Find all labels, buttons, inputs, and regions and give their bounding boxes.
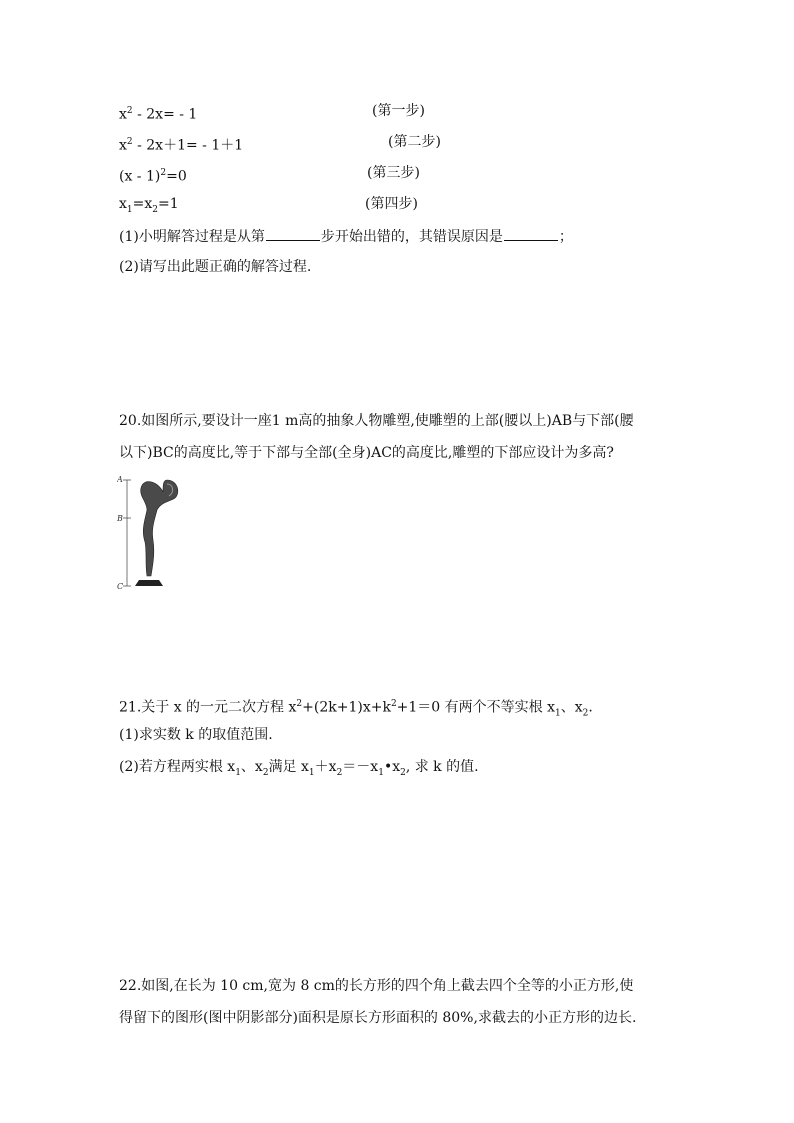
- step-3-label: (第三步): [367, 165, 420, 181]
- q21-line2: (1)求实数 k 的取值范围.: [119, 727, 273, 743]
- q22-line2: 得留下的图形(图中阴影部分)面积是原长方形面积的 80%,求截去的小正方形的边长.: [119, 1010, 637, 1026]
- step-2-label: (第二步): [388, 134, 441, 150]
- step-2-equation: $x^2 - 2x+1= - 1+1$: [119, 137, 244, 154]
- q21-line3: (2)若方程两实根 $x_1$、$x_2$满足 $x_1+x_2=-x_1•x_2$, 求 k 的值.: [119, 759, 479, 778]
- q20-line2: 以下)BC的高度比,等于下部与全部(全身)AC的高度比,雕塑的下部应设计为多高?: [119, 445, 614, 461]
- step-3-equation: (x - 1)$^2$=0: [119, 168, 187, 185]
- label-c: C: [117, 582, 124, 591]
- sculpture-figure: [117, 472, 189, 594]
- label-a: A: [117, 475, 123, 484]
- q19-part1: (1)小明解答过程是从第 步开始出错的，其错误原因是 ；: [119, 226, 573, 247]
- q19-part2: (2)请写出此题正确的解答过程.: [119, 259, 312, 275]
- answer-blank-step[interactable]: [266, 226, 320, 241]
- q22-line1: 22.如图,在长为 10 cm,宽为 8 cm的长方形的四个角上截去四个全等的小正方形,使: [119, 978, 634, 994]
- label-b: B: [117, 514, 123, 523]
- step-1-equation: $x^2 - 2x= - 1$: [119, 106, 198, 123]
- step-4-label: (第四步): [365, 196, 418, 212]
- q20-line1: 20.如图所示,要设计一座1 m高的抽象人物雕塑,使雕塑的上部(腰以上)AB与下部(腰: [119, 413, 634, 429]
- step-4-equation: $x_1=x_2=1$: [119, 196, 179, 215]
- q21-line1: 21.关于 x 的一元二次方程 $x^2+(2k+1)x+k^2+1=0$ 有两个不等实根 $x_1$、$x_2$.: [119, 699, 593, 719]
- answer-blank-reason[interactable]: [504, 226, 558, 241]
- step-1-label: (第一步): [372, 103, 425, 119]
